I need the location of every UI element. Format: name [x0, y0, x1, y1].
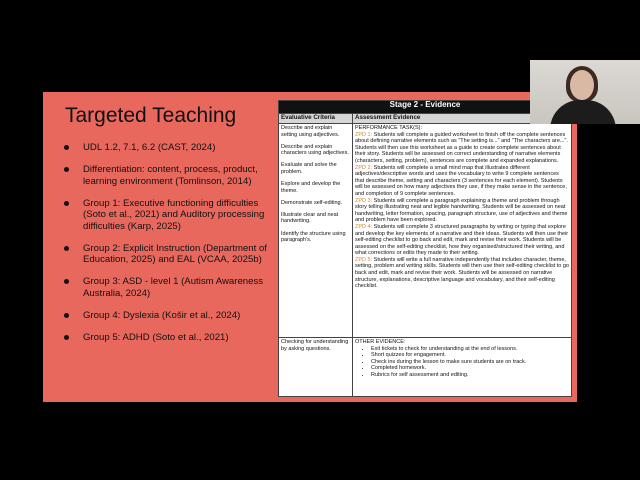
zpd-label: ZPD 4:	[355, 223, 373, 230]
criteria-item: Demonstrate self-editing.	[281, 199, 343, 206]
bullet-item: Differentiation: content, process, product, learning environment (Tomlinson, 2014)	[61, 164, 271, 187]
task-item	[355, 198, 569, 224]
task-text: Students will complete a paragraph explaining a theme and problem through story telling illustrating neat and legible handwriting. Students will be assessed on neat handwriting, letter formation, spacing, paragraph structure, use of adjectives and theme and problem have been explored.	[355, 197, 568, 224]
other-criteria-cell: Checking for understanding by asking questions.	[279, 338, 353, 397]
task-text: Students will complete a guided worksheet to finish off the complete sentences about defining narrative elements such as "The setting is..." and "The characters are...". Students will then use this worksheet as a guide to create complete sentences about their story. Students will be assessed on correct understanding of narrative elements (characters, setting, problem), sentences are complete and expanded explanations.	[355, 131, 568, 164]
other-evidence-item: • Short quizzes for engagement.	[371, 352, 569, 359]
bullet-list	[61, 142, 271, 354]
bullet-item: UDL 1.2, 7.1, 6.2 (CAST, 2024)	[61, 142, 271, 154]
presenter-face	[570, 70, 594, 100]
other-evidence-item: • Check ins during the lesson to make sure students are on track.	[371, 359, 569, 366]
criteria-item: Describe and explain setting using adjectives.	[281, 125, 340, 138]
webcam-overlay	[530, 60, 640, 124]
task-text: Students will complete a small mind map that illustrates different adjectives/descriptive words and uses the vocabulary to write 9 complete sentences that describe theme, setting and characters (3 sentences for each element). Students will be assessed on how many adjectives they use, if they make sense in the sentence, and completion of 9 complete sentences.	[355, 164, 567, 197]
task-text: Students will write a full narrative independently that includes character, theme, setting, problem and writing skills. Students will then use their self-editing checklist to go back and edit, mark and revise their work. Students will be assessed on narrative structure, explanations, descriptive language and vocabulary, and their self-editing checklist.	[355, 256, 569, 290]
other-evidence-cell	[353, 338, 572, 397]
bullet-item: Group 1: Executive functioning difficulties (Soto et al., 2021) and Auditory processing difficulties (Karp, 2025)	[61, 198, 271, 233]
bullet-item: Group 3: ASD - level 1 (Autism Awareness Australia, 2024)	[61, 276, 271, 299]
task-item	[355, 224, 569, 257]
bullet-item: Group 4: Dyslexia (Košir et al., 2024)	[61, 310, 271, 322]
zpd-label: ZPD 5:	[355, 256, 373, 263]
task-text: Students will complete 3 structured paragraphs by writing or typing that explore and develop the key elements of a narrative and their ideas. Students will then use their self-editing checklist to go back and edit, mark and revise their work. Students will be assessed on the self-editing checklist, how they organised/structured their writing, and what corrections or edits they made to their writing.	[355, 223, 569, 257]
column-header-evidence: Assessment Evidence	[353, 114, 572, 124]
task-item	[355, 132, 569, 165]
other-evidence-item: • Rubrics for self assessment and editing.	[371, 372, 569, 379]
table-title: Stage 2 - Evidence	[279, 101, 572, 114]
zpd-label: ZPD 3:	[355, 197, 373, 204]
column-header-criteria: Evaluative Criteria	[279, 114, 353, 124]
criteria-item: Explore and develop the theme.	[281, 181, 341, 194]
bullet-item: Group 5: ADHD (Soto et al., 2021)	[61, 332, 271, 344]
criteria-item: Describe and explain characters using adjectives.	[281, 143, 349, 157]
task-item	[355, 257, 569, 290]
zpd-label: ZPD 1:	[355, 131, 373, 138]
performance-task-label: PERFORMANCE TASK(S):	[355, 125, 423, 131]
bullet-item: Group 2: Explicit Instruction (Department of Education, 2025) and EAL (VCAA, 2025b)	[61, 243, 271, 266]
evidence-cell	[353, 124, 572, 338]
criteria-item: Illustrate clear and neat handwriting.	[281, 211, 339, 225]
task-item	[355, 165, 569, 198]
slide-title: Targeted Teaching	[65, 104, 237, 127]
criteria-cell	[279, 124, 353, 338]
evidence-table	[278, 100, 572, 397]
criteria-item: Evaluate and solve the problem.	[281, 162, 337, 175]
other-evidence-item: • Completed homework.	[371, 365, 569, 372]
other-evidence-item: • Exit tickets to check for understanding at the end of lessons.	[371, 346, 569, 353]
criteria-item: Identify the structure using paragraph's.	[281, 230, 346, 244]
other-evidence-label: OTHER EVIDENCE:	[355, 339, 406, 345]
presentation-slide	[43, 92, 577, 402]
zpd-label: ZPD 2:	[355, 164, 373, 171]
